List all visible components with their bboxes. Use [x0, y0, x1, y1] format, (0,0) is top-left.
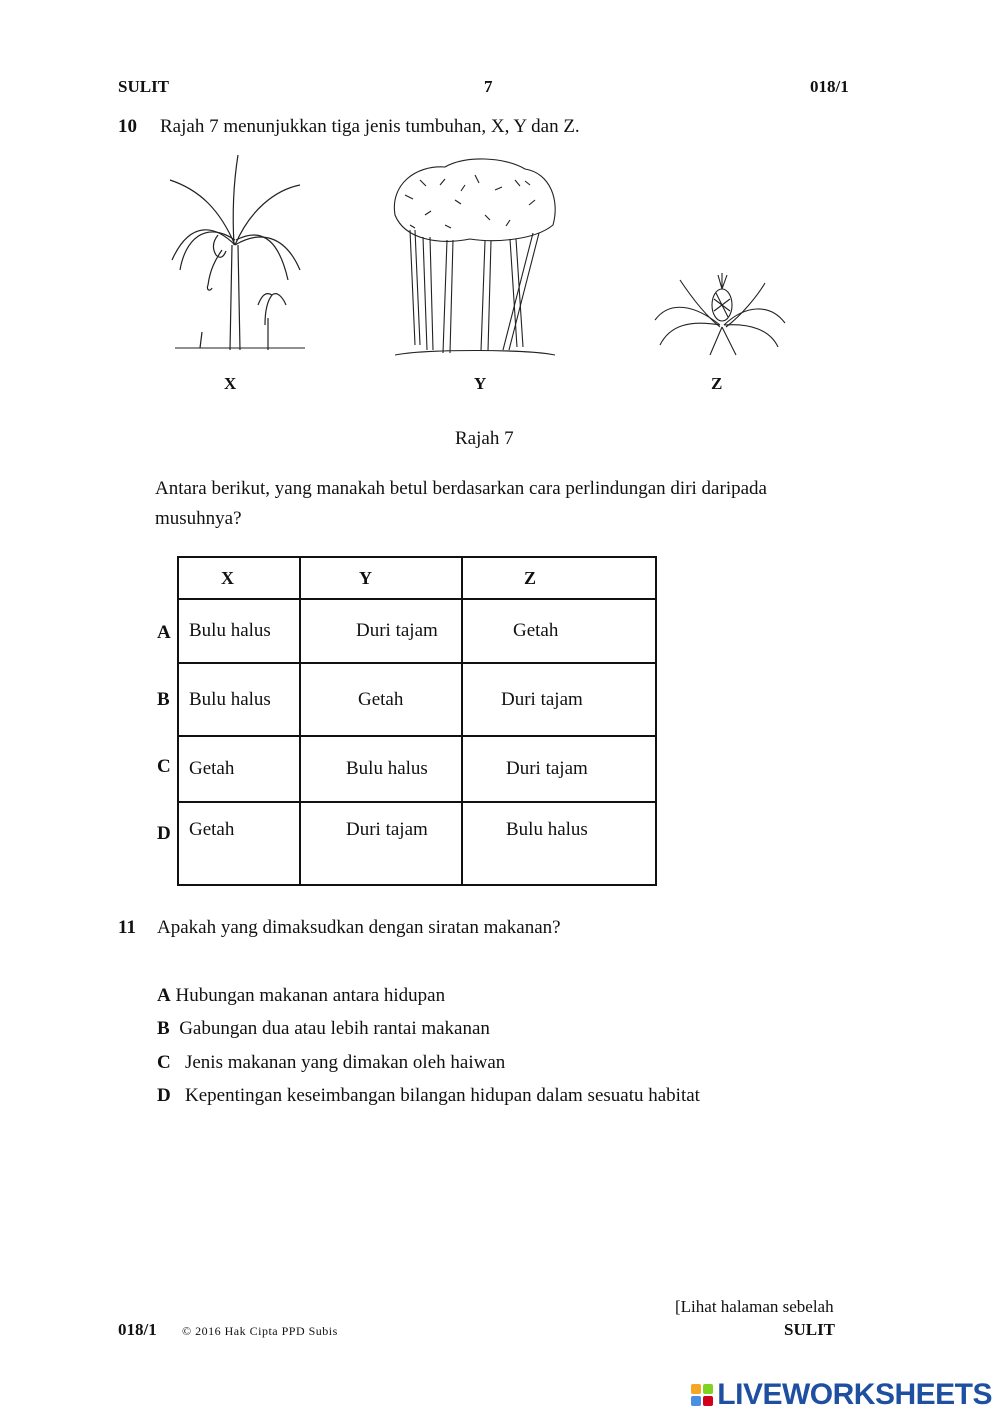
option-text: Kepentingan keseimbangan bilangan hidupan dalam sesuatu habitat: [184, 1085, 700, 1106]
table-row: [178, 663, 656, 736]
table-cell: Bulu halus: [178, 663, 300, 736]
question-10-number: 10: [118, 116, 137, 137]
plant-label-x: X: [224, 374, 237, 393]
option-d: [157, 1085, 700, 1107]
plant-label-z: Z: [711, 374, 723, 393]
question-10-text: Rajah 7 menunjukkan tiga jenis tumbuhan, X, Y dan Z.: [160, 116, 580, 137]
table-row: [178, 802, 656, 885]
table-row: [178, 736, 656, 802]
question-11-text: Apakah yang dimaksudkan dengan siratan makanan?: [157, 917, 561, 938]
table-cell: Duri tajam: [300, 599, 462, 663]
question-11-number: 11: [118, 917, 136, 938]
footer-code: 018/1: [118, 1320, 157, 1339]
table-cell: Getah: [462, 599, 656, 663]
option-letter: A: [157, 985, 171, 1006]
option-b: [157, 1018, 490, 1040]
table-cell: Duri tajam: [300, 802, 462, 885]
option-letter: D: [157, 1085, 171, 1106]
brand-name: LIVEWORKSHEETS: [717, 1378, 992, 1411]
table-cell: Bulu halus: [300, 736, 462, 802]
table-cell: Getah: [300, 663, 462, 736]
figure-caption: Rajah 7: [455, 428, 514, 449]
page-number: 7: [484, 77, 493, 96]
option-label-d: D: [157, 823, 171, 844]
footer-copyright: © 2016 Hak Cipta PPD Subis: [182, 1324, 338, 1338]
header-sulit: SULIT: [118, 77, 170, 96]
table-cell: Duri tajam: [462, 736, 656, 802]
next-page-note: [Lihat halaman sebelah: [675, 1297, 834, 1316]
table-cell: Duri tajam: [462, 663, 656, 736]
table-header: X: [178, 557, 300, 599]
table-cell: Getah: [178, 736, 300, 802]
answer-table: [177, 556, 657, 886]
table-header: Y: [300, 557, 462, 599]
plant-label-y: Y: [474, 374, 487, 393]
table-row: [178, 599, 656, 663]
bamboo-clump-icon: [385, 155, 560, 360]
option-text: Hubungan makanan antara hidupan: [175, 985, 446, 1006]
banana-plant-icon: [160, 150, 310, 355]
table-cell: Getah: [178, 802, 300, 885]
liveworksheets-logo: [691, 1378, 992, 1412]
footer-sulit: SULIT: [784, 1320, 836, 1339]
table-header: Z: [462, 557, 656, 599]
option-a: [157, 985, 445, 1007]
option-c: [157, 1052, 505, 1074]
table-cell: Bulu halus: [178, 599, 300, 663]
paper-code: 018/1: [810, 77, 849, 96]
option-label-b: B: [157, 689, 170, 710]
option-letter: C: [157, 1052, 171, 1073]
option-text: Jenis makanan yang dimakan oleh haiwan: [184, 1052, 506, 1073]
table-cell: Bulu halus: [462, 802, 656, 885]
pineapple-plant-icon: [650, 265, 790, 360]
option-letter: B: [157, 1018, 170, 1039]
option-text: Gabungan dua atau lebih rantai makanan: [179, 1018, 490, 1039]
option-label-a: A: [157, 622, 171, 643]
table-header-row: [178, 557, 656, 599]
question-10-prompt: Antara berikut, yang manakah betul berdasarkan cara perlindungan diri daripada musuhnya?: [155, 478, 767, 529]
option-label-c: C: [157, 756, 171, 777]
liveworksheets-logo-icon: [691, 1384, 713, 1406]
